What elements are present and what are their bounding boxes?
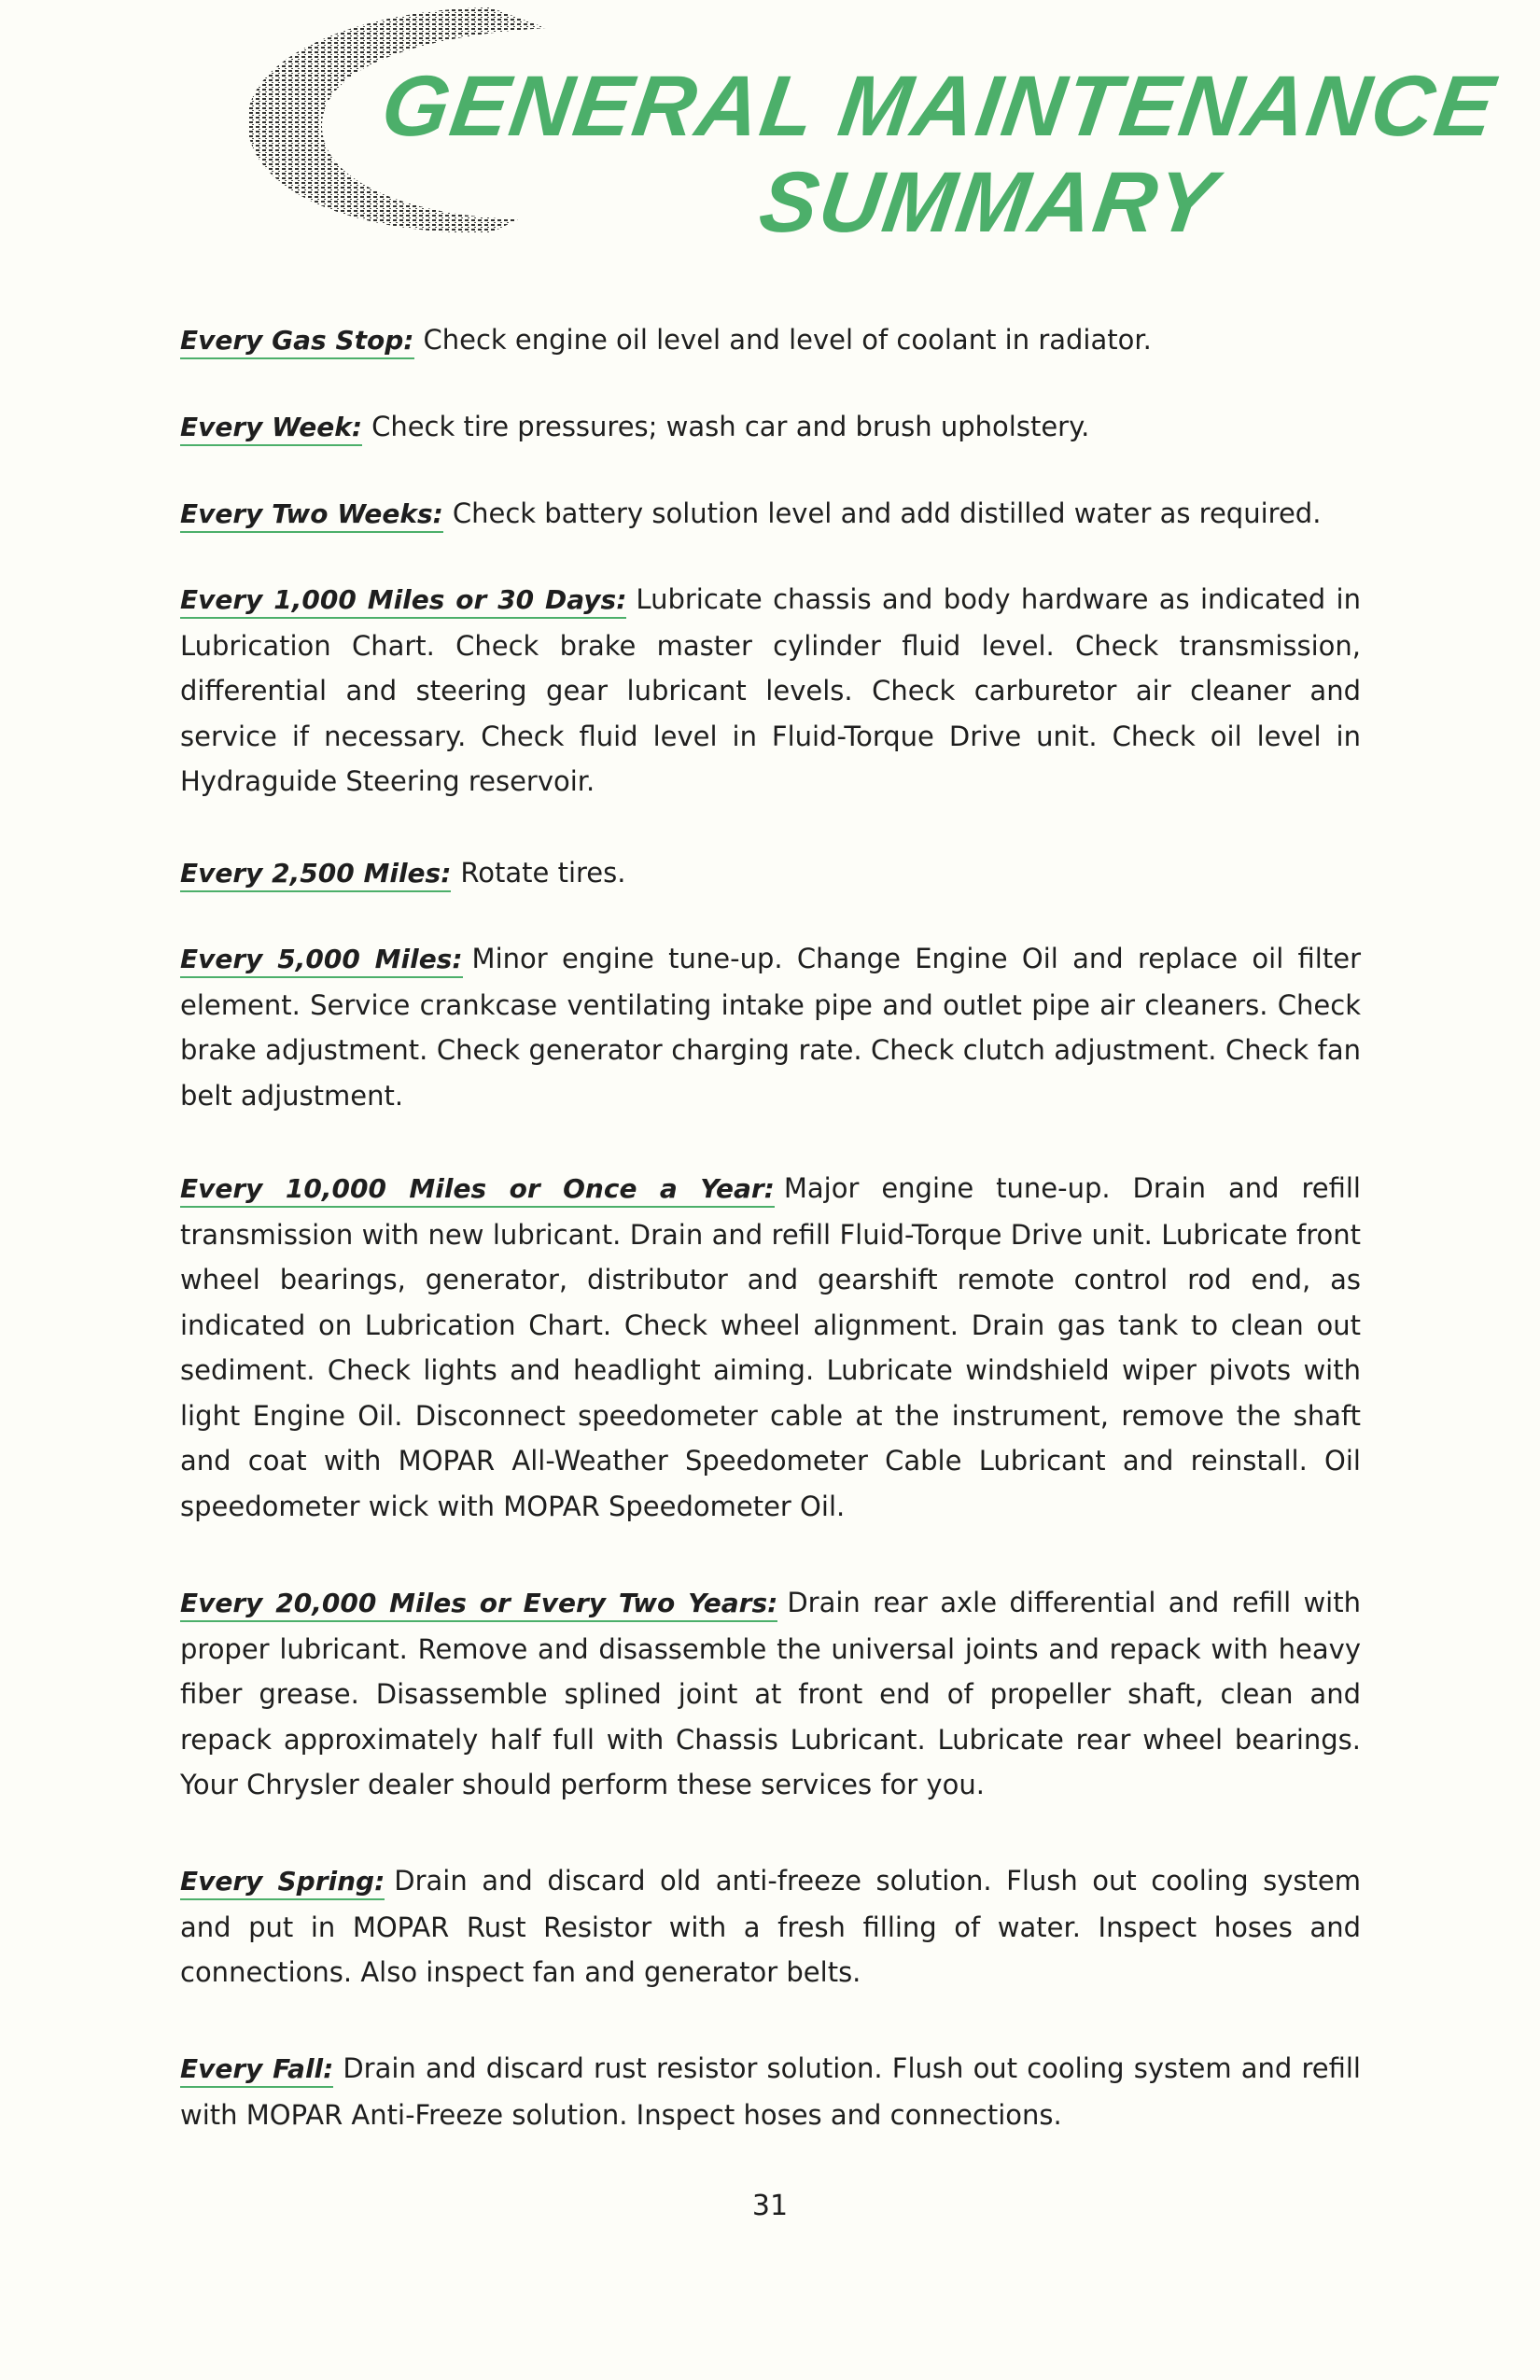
schedule-item <box>180 577 1361 805</box>
interval-text: Check battery solution level and add distilled water as required. <box>452 497 1322 529</box>
schedule-item <box>180 1858 1361 1995</box>
interval-label: Every 5,000 Miles: <box>180 944 463 978</box>
interval-text: Drain and discard rust resistor solution. Flush out cooling system and refill with MOPAR Anti-Freeze solution. Inspect hoses and connections. <box>180 2052 1361 2131</box>
schedule-item <box>180 850 1361 897</box>
schedule-item <box>180 1580 1361 1808</box>
interval-text: Minor engine tune-up. Change Engine Oil and replace oil filter element. Service crankcase ventilating intake pipe and outlet pipe air cleaners. Check brake adjustment. Check generator charging rate. Check clutch adjustment. Check fan belt adjustment. <box>180 943 1361 1112</box>
interval-text: Drain rear axle differential and refill with proper lubricant. Remove and disassemble the universal joints and repack with heavy fiber grease. Disassemble splined joint at front end of propeller shaft, clean and repack approximately half full with Chassis Lubricant. Lubricate rear wheel bearings. Your Chrysler dealer should perform these services for you. <box>180 1587 1361 1800</box>
interval-text: Check tire pressures; wash car and brush upholstery. <box>371 411 1090 442</box>
interval-text: Major engine tune-up. Drain and refill transmission with new lubricant. Drain and refill Fluid-Torque Drive unit. Lubricate front wheel bearings, generator, distributor and gearshift remote control rod end, as indicated on Lubrication Chart. Check wheel alignment. Drain gas tank to clean out sediment. Check lights and headlight aiming. Lubricate windshield wiper pivots with light Engine Oil. Disconnect speedometer cable at the instrument, remove the shaft and coat with MOPAR All-Weather Speedometer Cable Lubricant and reinstall. Oil speedometer wick with MOPAR Speedometer Oil. <box>180 1172 1361 1522</box>
schedule-item <box>180 1166 1361 1529</box>
schedule-item <box>180 404 1361 451</box>
interval-text: Drain and discard old anti-freeze solution. Flush out cooling system and put in MOPAR Rust Resistor with a fresh filling of water. Inspect hoses and connections. Also inspect fan and generator belts. <box>180 1865 1361 1988</box>
schedule-item <box>180 2046 1361 2137</box>
interval-label: Every Two Weeks: <box>180 498 443 533</box>
interval-label: Every Gas Stop: <box>180 325 414 359</box>
interval-text: Lubricate chassis and body hardware as indicated in Lubrication Chart. Check brake master cylinder fluid level. Check transmission, differential and steering gear lubricant levels. Check carburetor air cleaner and service if necessary. Check fluid level in Fluid-Torque Drive unit. Check oil level in Hydraguide Steering reservoir. <box>180 583 1361 797</box>
interval-text: Check engine oil level and level of coolant in radiator. <box>423 324 1152 356</box>
page-number: 31 <box>751 2190 789 2222</box>
interval-label: Every 20,000 Miles or Every Two Years: <box>180 1588 777 1622</box>
page-title-line-2: SUMMARY <box>753 155 1223 250</box>
interval-text: Rotate tires. <box>460 857 626 889</box>
schedule-item <box>180 491 1361 538</box>
schedule-item <box>180 317 1361 364</box>
schedule-item <box>180 936 1361 1118</box>
interval-label: Every Week: <box>180 412 362 446</box>
interval-label: Every 1,000 Miles or 30 Days: <box>180 584 626 619</box>
page-title-line-1: GENERAL MAINTENANCE <box>375 59 1502 154</box>
interval-label: Every 2,500 Miles: <box>180 858 451 892</box>
interval-label: Every Spring: <box>180 1866 385 1900</box>
interval-label: Every Fall: <box>180 2053 333 2088</box>
interval-label: Every 10,000 Miles or Once a Year: <box>180 1173 775 1208</box>
